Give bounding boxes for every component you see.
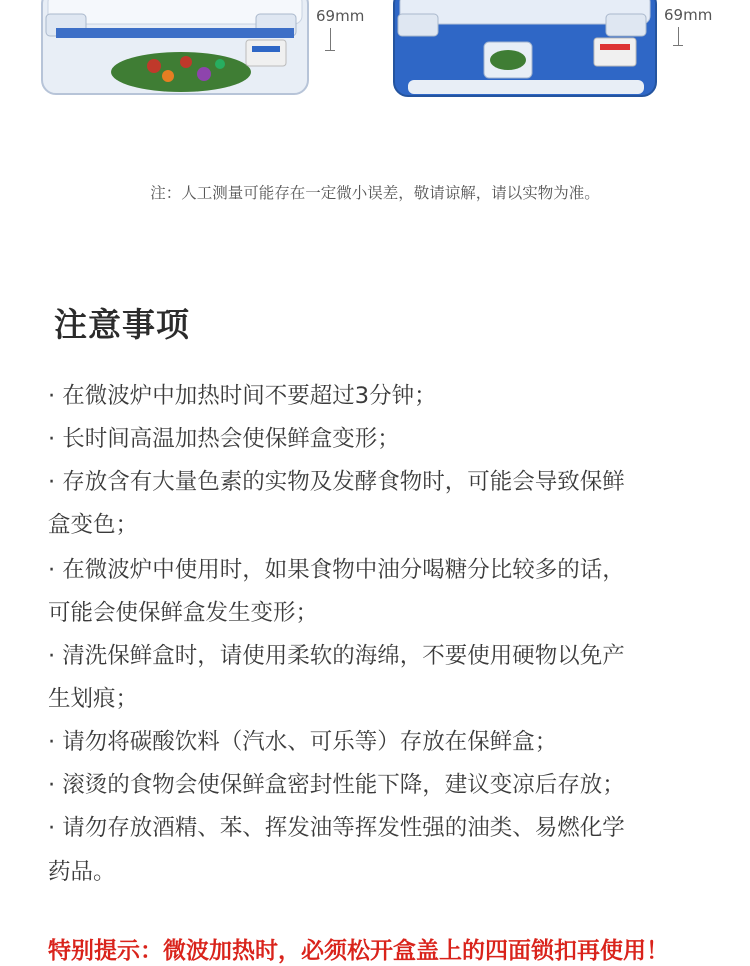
precaution-item: · 请勿存放酒精、苯、挥发油等挥发性强的油类、易燃化学 [48,815,625,841]
measurement-note: 注：人工测量可能存在一定微小误差，敬请谅解，请以实物为准。 [150,184,600,202]
precautions-title: 注意事项 [54,305,190,344]
right-container-image [388,0,664,110]
right-height-label: 69mm [664,6,713,24]
precaution-item: · 清洗保鲜盒时，请使用柔软的海绵，不要使用硬物以免产 [48,643,625,669]
left-dimension-line [330,28,331,50]
precaution-item: · 存放含有大量色素的实物及发酵食物时，可能会导致保鲜 [48,469,625,495]
precaution-item-continued: 可能会使保鲜盒发生变形； [48,600,319,626]
microwave-warning: 特别提示：微波加热时，必须松开盒盖上的四面锁扣再使用！ [48,938,669,964]
left-container-image [36,0,316,110]
precaution-item: · 在微波炉中使用时，如果食物中油分喝糖分比较多的话， [48,557,625,583]
right-dimension-line [678,27,679,45]
precaution-item: · 请勿将碳酸饮料（汽水、可乐等）存放在保鲜盒； [48,729,558,755]
right-dimension-cap [673,45,683,46]
precaution-item-continued: 生划痕； [48,686,139,712]
precaution-item: · 长时间高温加热会使保鲜盒变形； [48,426,400,452]
precaution-item-continued: 盒变色； [48,512,139,538]
precaution-item: · 在微波炉中加热时间不要超过3分钟； [48,383,437,409]
left-dimension-cap [325,50,335,51]
left-height-label: 69mm [316,7,365,25]
precaution-item-continued: 药品。 [48,859,116,885]
precaution-item: · 滚烫的食物会使保鲜盒密封性能下降，建议变凉后存放； [48,772,625,798]
product-image-strip [0,0,750,120]
